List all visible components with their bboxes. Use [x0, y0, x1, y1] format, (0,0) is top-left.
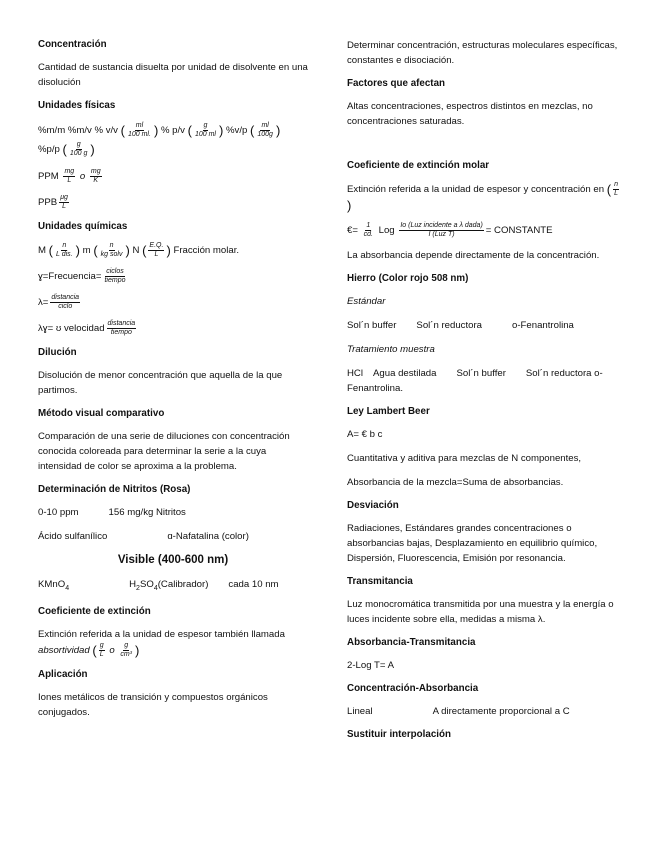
- conc-abs-line: Lineal A directamente proporcional a C: [347, 706, 570, 718]
- nitritos-range-line: 0-10 ppm 156 mg/kg Nitritos: [38, 507, 186, 519]
- sustituir-heading: Sustituir interpolación: [347, 729, 451, 741]
- unidades-quimicas-heading: Unidades químicas: [38, 221, 128, 233]
- fraction: $\frac{n}{L}$: [614, 181, 618, 197]
- fraction: $\frac{n}{\text{kg solv}}$: [100, 242, 123, 259]
- desviacion-heading: Desviación: [347, 500, 399, 512]
- estandar-items: Sol´n buffer Sol´n reductora o-Fenantrolina: [347, 320, 574, 332]
- tratamiento-items: HCl Agua destilada Sol´n buffer Sol´n reductora o-Fenantrolina.: [347, 368, 603, 395]
- lambert-equation: A= € b c: [347, 429, 383, 441]
- metodo-text: Comparación de una serie de diluciones con concentración conocida coloreada para determinar la serie a la cuya intensidad de color se aproxima a la problema.: [38, 431, 290, 473]
- percent-units-a: %m/m %m/v % v/v: [38, 125, 118, 137]
- fraction: $\frac{\mu g}{L}$: [60, 194, 68, 211]
- fraction: $\frac{\text{Io (Luz incidente a λ dada)}}{\text{I (Luz T)}}$: [400, 222, 483, 239]
- desviacion-text: Radiaciones, Estándares grandes concentraciones o absorbancias bajas, Desplazamiento en equilibrio químico, Dispersión, Fluorescencia, Emisión por resonancia.: [347, 523, 598, 565]
- calibrator-line: KMnO$_4$ $H_2SO_4(Calibrador)$ cada 10 nm: [38, 579, 279, 592]
- intro-text: Determinar concentración, estructuras moleculares específicas, constantes e disociación.: [347, 40, 618, 66]
- nitritos-reagents-line: Ácido sulfanílico ɑ-Nafatalina (color): [38, 531, 249, 543]
- velocidad-line: λɣ= ʊ velocidad $\frac{\text{distancia}}{\text{tiempo}}$: [38, 320, 136, 337]
- coef-molar-equation: €= $\frac{1}{cd.}$ Log $\frac{\text{Io (Luz incidente a λ dada)}}{\text{I (Luz T)}}$ = CONSTANTE: [347, 222, 553, 239]
- estandar-label: Estándar: [347, 296, 386, 308]
- transmitancia-text: Luz monocromática transmitida por una muestra y la energía o luces incidente sobre ella, medidas a misma λ.: [347, 599, 614, 626]
- ppb-line: PPB $\frac{\mu g}{L}$: [38, 194, 68, 211]
- aplicacion-text: Iones metálicos de transición y compuestos orgánicos conjugados.: [38, 691, 268, 718]
- concentracion-heading: Concentración: [38, 39, 107, 50]
- percent-units-b: % p/v: [160, 125, 185, 137]
- absorbancia-text: La absorbancia depende directamente de la concentración.: [347, 250, 600, 262]
- lambert-line2: Absorbancia de la mezcla=Suma de absorbancias.: [347, 477, 564, 489]
- percent-units-d: %p/p: [38, 144, 60, 156]
- fraction: $\frac{g}{\text{cm³}}$: [120, 641, 133, 658]
- ppm-line: PPM $\frac{mg}{L}$ o $\frac{mg}{K}$: [38, 168, 101, 185]
- fraction: $\frac{\text{distancia}}{\text{ciclo}}$: [51, 294, 80, 311]
- abs-trans-equation: 2-Log T= A: [347, 660, 395, 672]
- unidades-fisicas-heading: Unidades físicas: [38, 100, 116, 111]
- fraction: $\frac{ml}{100 ml.}$: [127, 122, 151, 138]
- conc-abs-heading: Concentración-Absorbancia: [347, 683, 479, 695]
- transmitancia-heading: Transmitancia: [347, 576, 413, 588]
- fraction: $\frac{mg}{L}$: [64, 168, 75, 185]
- fraction: $\frac{g}{L}$: [99, 641, 104, 658]
- left-column: [38, 38, 308, 729]
- hierro-heading: Hierro (Color rojo 508 nm): [347, 273, 469, 285]
- fraction: $\frac{n}{\text{L dis.}}$: [56, 242, 73, 259]
- unidades-fisicas-line: %m/m %m/v % v/v ( $\frac{ml}{100 ml.}$ ) % p/v ( $\frac{g}{100 ml}$ ) %v/p ( $\frac{ml}{100g}$ ) %p/p ( $\frac{g}{100 g}$ ): [38, 122, 281, 158]
- coef-extincion-heading: Coeficiente de extinción: [38, 605, 151, 617]
- lambert-line1: Cuantitativa y aditiva para mezclas de N componentes,: [347, 453, 582, 465]
- percent-units-c: %v/p: [226, 125, 248, 137]
- frecuencia-line: ɣ=Frecuencia= $\frac{\text{ciclos}}{\text{tiempo}}$: [38, 268, 126, 285]
- fraction: $\frac{g}{100 ml}$: [194, 122, 216, 138]
- fraction: $\frac{g}{100 g}$: [69, 141, 88, 158]
- factores-text: Altas concentraciones, espectros distintos en mezclas, no concentraciones saturadas.: [347, 101, 593, 127]
- lambert-heading: Ley Lambert Beer: [347, 406, 430, 418]
- right-column: [347, 38, 622, 750]
- factores-heading: Factores que afectan: [347, 78, 446, 89]
- tratamiento-label: Tratamiento muestra: [347, 344, 435, 356]
- fraction: $\frac{1}{cd.}$: [363, 222, 373, 239]
- lambda-line: λ= $\frac{\text{distancia}}{\text{ciclo}}$: [38, 294, 80, 311]
- fraction: $\frac{mg}{K}$: [90, 168, 101, 185]
- dilucion-heading: Dilución: [38, 347, 77, 359]
- fraction: $\frac{\text{ciclos}}{\text{tiempo}}$: [104, 268, 126, 285]
- fraction: $\frac{\text{distancia}}{\text{tiempo}}$: [107, 320, 136, 337]
- nitritos-heading: Determinación de Nitritos (Rosa): [38, 484, 191, 496]
- coef-molar-text: Extinción referida a la unidad de espesor y concentración en ( $\frac{n}{L}$ ): [347, 181, 618, 213]
- visible-range-heading: Visible (400-600 nm): [117, 554, 229, 567]
- coef-extincion-text: Extinción referida a la unidad de espesor también llamada absortividad ( $\frac{g}{L}$ o $\frac{g}{\text{cm³}}$ ): [38, 628, 285, 658]
- concentracion-text: Cantidad de sustancia disuelta por unidad de disolvente en una disolución: [38, 62, 308, 88]
- aplicacion-heading: Aplicación: [38, 668, 88, 680]
- dilucion-text: Disolución de menor concentración que aquella de la que partimos.: [38, 370, 283, 397]
- metodo-heading: Método visual comparativo: [38, 408, 165, 420]
- fraction: $\frac{ml}{100g}$: [257, 122, 273, 138]
- coef-molar-heading: Coeficiente de extinción molar: [347, 160, 490, 171]
- fraction: $\frac{E.Q.}{L}$: [149, 242, 164, 259]
- abs-trans-heading: Absorbancia-Transmitancia: [347, 637, 476, 649]
- molar-units-line: M ( $\frac{n}{\text{L dis.}}$ ) m ( $\frac{n}{\text{kg solv}}$ ) N ( $\frac{E.Q.}{L}$ ) Fracción molar.: [38, 242, 240, 259]
